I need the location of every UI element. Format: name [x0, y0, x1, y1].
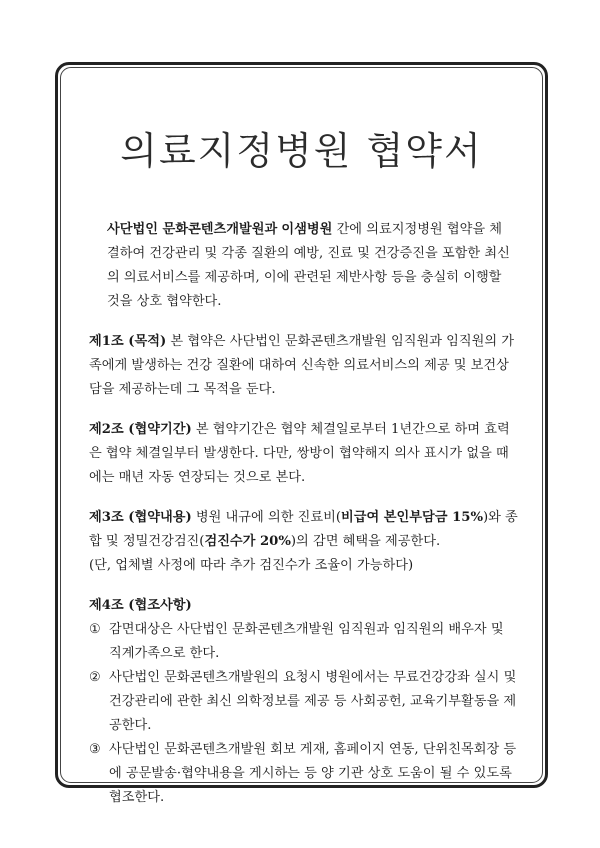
article-3-text-a: 병원 내규에 의한 진료비( — [191, 510, 341, 525]
article-3 — [89, 506, 519, 554]
article-3-text-c: )의 감면 혜택을 제공한다. — [290, 534, 441, 549]
document-body — [89, 218, 519, 810]
article-3-text-b: )와 종합 및 정밀건강검진( — [89, 510, 518, 549]
intro-paragraph — [89, 218, 519, 314]
article-3-bold-b: 검진수가 20% — [204, 534, 291, 549]
article-4-item-1 — [89, 618, 519, 666]
item-number: ③ — [89, 742, 101, 757]
article-2 — [89, 418, 519, 490]
party-b: 이샘병원 — [281, 222, 333, 237]
article-3-heading: 제3조 (협약내용) — [89, 510, 192, 525]
article-1-heading: 제1조 (목적) — [89, 334, 167, 349]
item-number: ① — [89, 622, 101, 637]
article-4-heading: 제4조 (협조사항) — [89, 598, 192, 613]
article-4-item-2 — [89, 666, 519, 738]
article-2-text: 본 협약기간은 협약 체결일로부터 1년간으로 하며 효력은 협약 체결일부터 발생한다. 다만, 쌍방이 협약해지 의사 표시가 없을 때에는 매년 자동 연장되는 것으로 본다. — [89, 422, 510, 485]
party-a: 사단법인 문화콘텐츠개발원과 — [107, 222, 278, 237]
item-number: ② — [89, 670, 101, 685]
article-1 — [89, 330, 519, 402]
item-text: 감면대상은 사단법인 문화콘텐츠개발원 임직원과 임직원의 배우자 및 직계가족으로 한다. — [109, 622, 504, 661]
article-2-heading: 제2조 (협약기간) — [89, 422, 192, 437]
item-text: 사단법인 문화콘텐츠개발원 회보 게재, 홈페이지 연동, 단위친목회장 등에 공문발송·협약내용을 게시하는 등 양 기관 상호 도움이 될 수 있도록 협조한다. — [109, 742, 517, 805]
document-title: 의료지정병원 협약서 — [120, 129, 483, 173]
article-3-note: (단, 업체별 사정에 따라 추가 검진수가 조율이 가능하다) — [89, 558, 414, 573]
article-1-text: 본 협약은 사단법인 문화콘텐츠개발원 임직원과 임직원의 가족에게 발생하는 건강 질환에 대하여 신속한 의료서비스의 제공 및 보건상담을 제공하는데 그 목적을 둔다. — [89, 334, 515, 397]
article-4-item-3 — [89, 738, 519, 810]
intro-text: 간에 의료지정병원 협약을 체결하여 건강관리 및 각종 질환의 예방, 진료 및 건강증진을 포함한 최신의 의료서비스를 제공하며, 이에 관련된 제반사항 등을 충실히 이행할 것을 상호 협약한다. — [107, 222, 510, 309]
article-3-bold-a: 비급여 본인부담금 15% — [341, 510, 483, 525]
item-text: 사단법인 문화콘텐츠개발원의 요청시 병원에서는 무료건강강좌 실시 및 건강관리에 관한 최신 의학정보를 제공 등 사회공헌, 교육기부활동을 제공한다. — [109, 670, 517, 733]
